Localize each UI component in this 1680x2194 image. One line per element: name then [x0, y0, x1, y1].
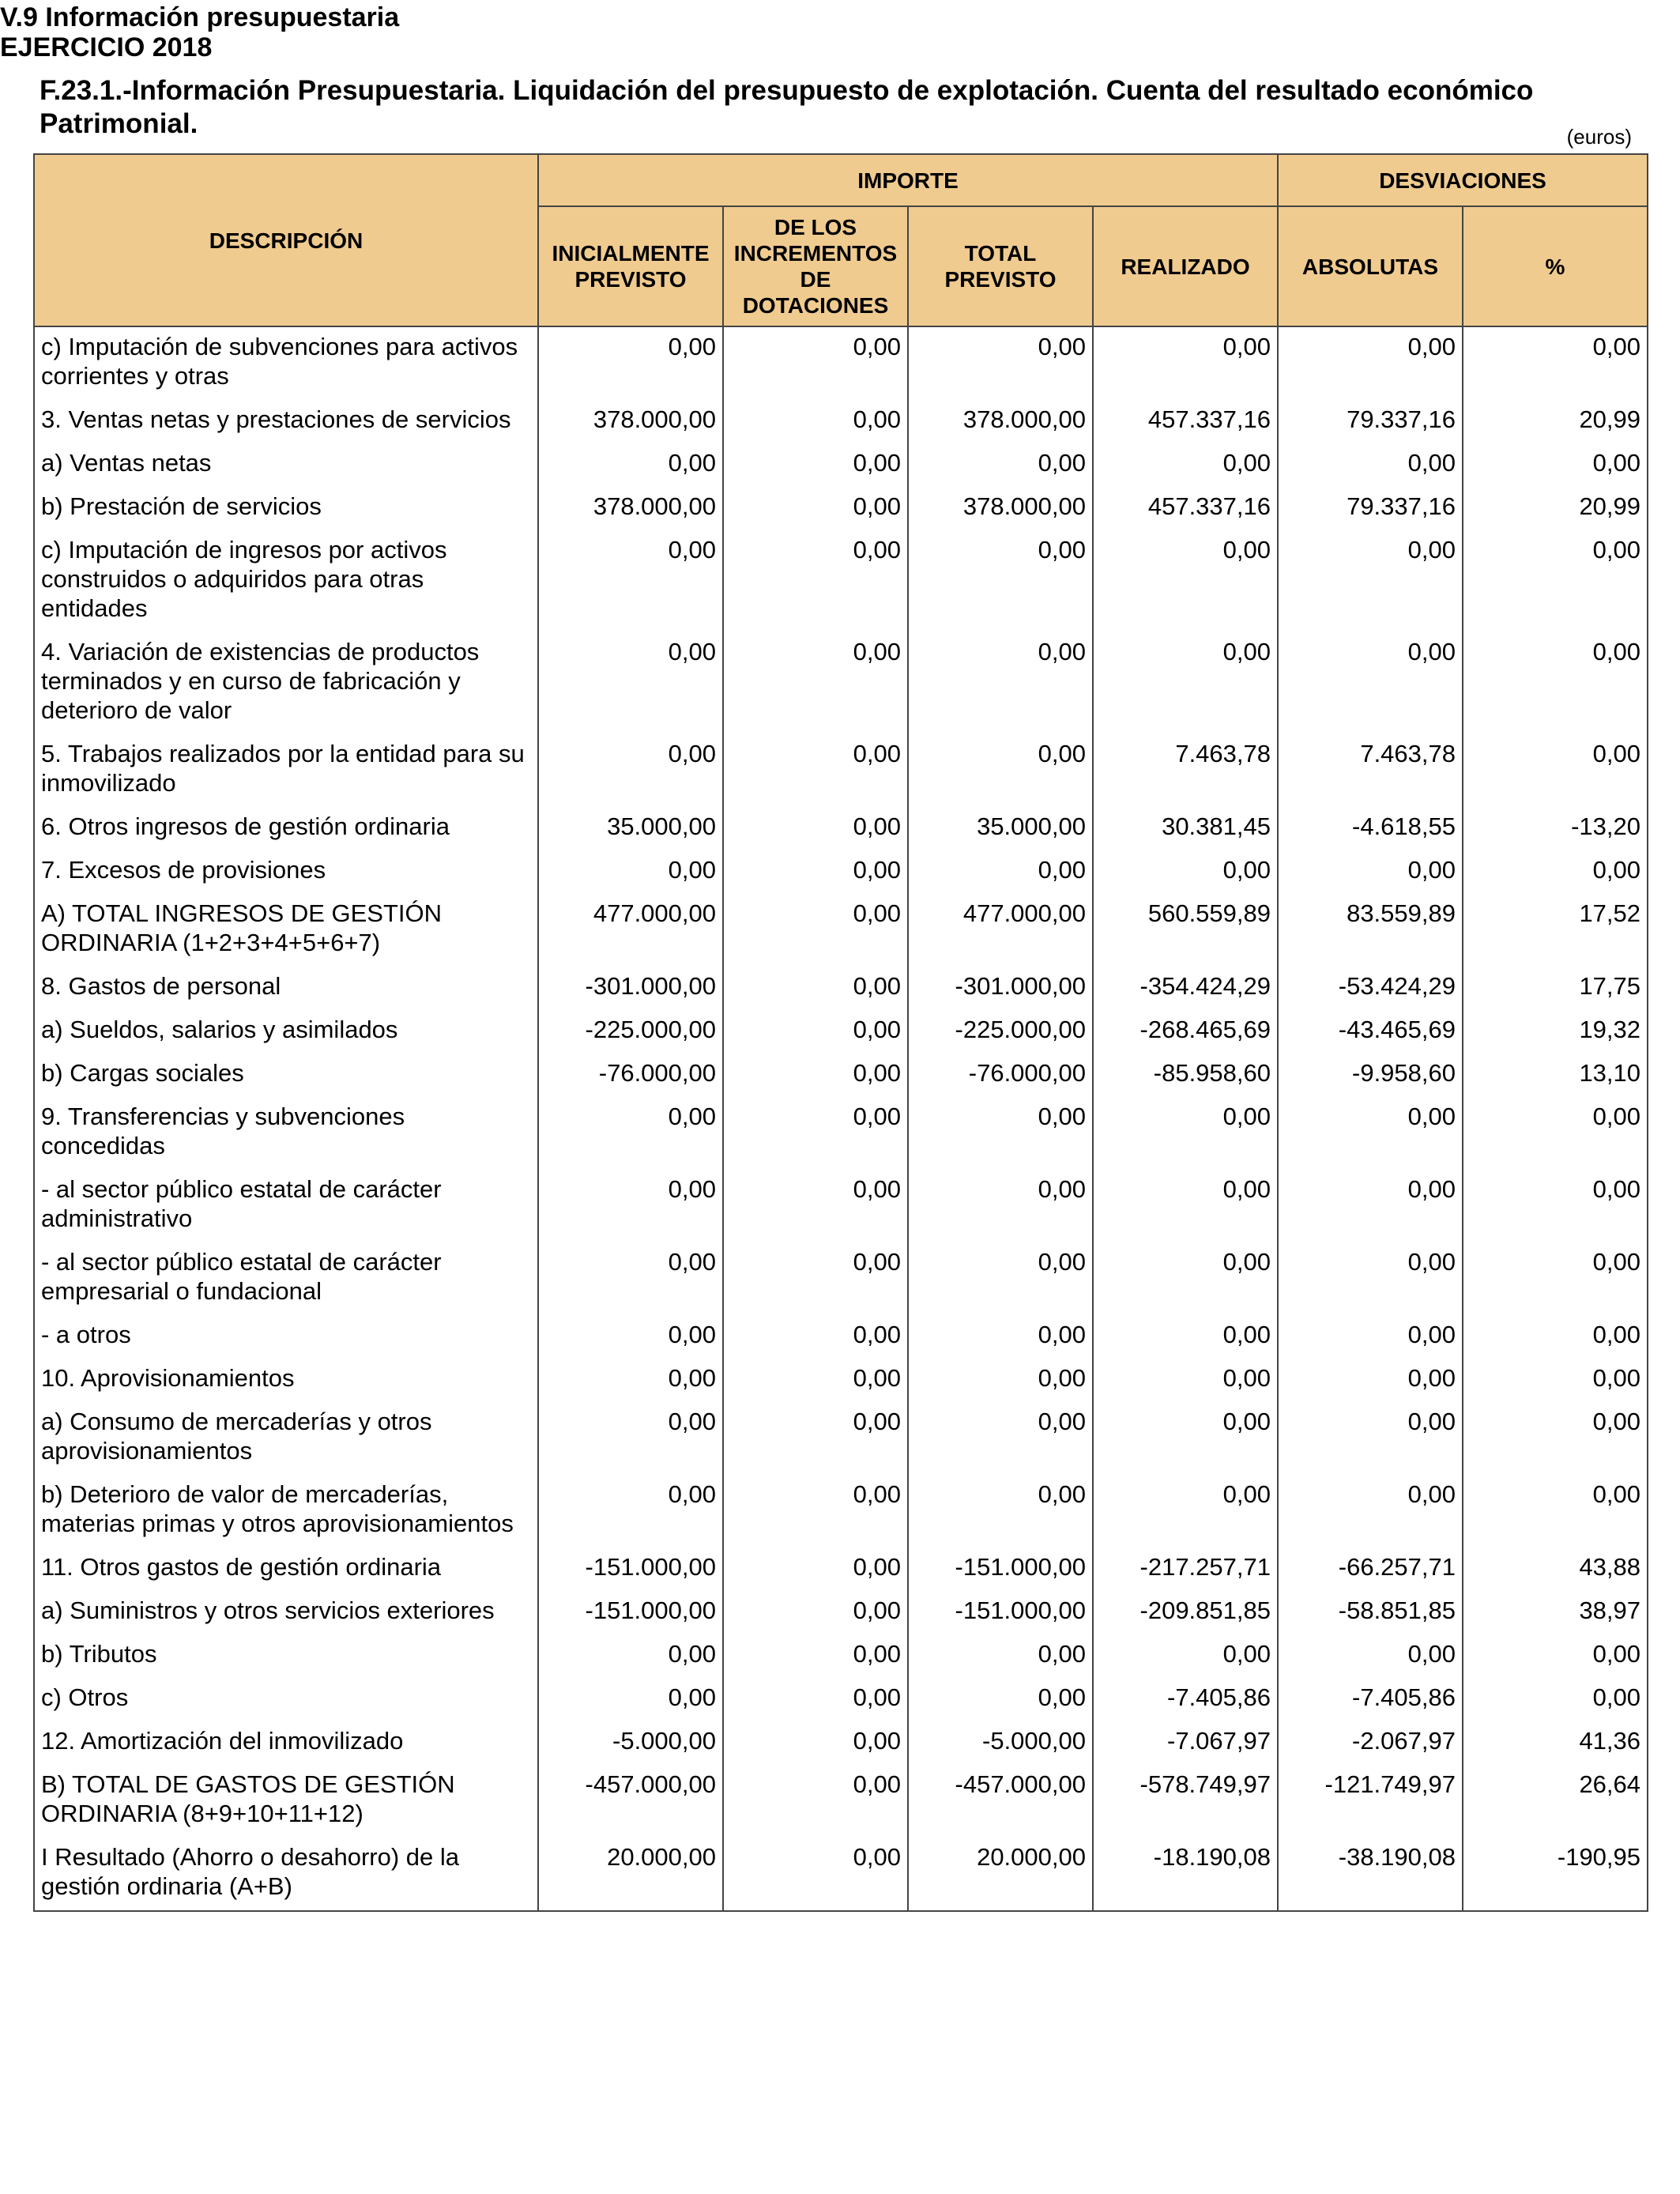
row-inicialmente-previsto: 0,00 [538, 1315, 723, 1359]
row-desviacion-porcentaje: -13,20 [1463, 807, 1648, 850]
row-incrementos: 0,00 [723, 1054, 908, 1097]
row-total-previsto: 0,00 [908, 530, 1093, 632]
row-desviacion-absoluta: -38.190,08 [1278, 1838, 1463, 1911]
table-row [34, 1591, 1648, 1634]
row-incrementos: 0,00 [723, 1402, 908, 1475]
row-realizado: 0,00 [1093, 1242, 1278, 1315]
row-inicialmente-previsto: 0,00 [538, 1678, 723, 1721]
row-incrementos: 0,00 [723, 1315, 908, 1359]
row-inicialmente-previsto: -225.000,00 [538, 1010, 723, 1054]
row-description: a) Suministros y otros servicios exteriores [34, 1591, 538, 1634]
row-desviacion-absoluta: -58.851,85 [1278, 1591, 1463, 1634]
row-inicialmente-previsto: 0,00 [538, 1402, 723, 1475]
table-row [34, 1359, 1648, 1402]
row-description: a) Sueldos, salarios y asimilados [34, 1010, 538, 1054]
row-incrementos: 0,00 [723, 1010, 908, 1054]
row-realizado: 0,00 [1093, 443, 1278, 487]
row-realizado: -209.851,85 [1093, 1591, 1278, 1634]
table-row [34, 807, 1648, 850]
row-desviacion-porcentaje: 0,00 [1463, 632, 1648, 734]
header-realizado: REALIZADO [1093, 206, 1278, 326]
row-incrementos: 0,00 [723, 632, 908, 734]
row-realizado: -354.424,29 [1093, 967, 1278, 1010]
row-desviacion-absoluta: 0,00 [1278, 1634, 1463, 1678]
row-inicialmente-previsto: -151.000,00 [538, 1591, 723, 1634]
table-row [34, 1402, 1648, 1475]
table-row [34, 1097, 1648, 1170]
row-description: - al sector público estatal de carácter administrativo [34, 1170, 538, 1242]
table-row [34, 1838, 1648, 1911]
row-incrementos: 0,00 [723, 1721, 908, 1765]
row-inicialmente-previsto: 0,00 [538, 1359, 723, 1402]
row-incrementos: 0,00 [723, 1634, 908, 1678]
row-desviacion-absoluta: 83.559,89 [1278, 894, 1463, 967]
row-desviacion-absoluta: 0,00 [1278, 1242, 1463, 1315]
row-total-previsto: -457.000,00 [908, 1765, 1093, 1838]
row-desviacion-porcentaje: 20,99 [1463, 400, 1648, 443]
row-desviacion-absoluta: 0,00 [1278, 1097, 1463, 1170]
row-total-previsto: 0,00 [908, 1475, 1093, 1547]
header-total-previsto: TOTAL PREVISTO [908, 206, 1093, 326]
row-realizado: 457.337,16 [1093, 487, 1278, 530]
row-desviacion-porcentaje: 43,88 [1463, 1547, 1648, 1591]
row-incrementos: 0,00 [723, 326, 908, 400]
table-row [34, 1315, 1648, 1359]
row-desviacion-absoluta: 0,00 [1278, 326, 1463, 400]
row-desviacion-absoluta: -121.749,97 [1278, 1765, 1463, 1838]
row-incrementos: 0,00 [723, 1170, 908, 1242]
row-desviacion-porcentaje: 0,00 [1463, 530, 1648, 632]
row-desviacion-porcentaje: 20,99 [1463, 487, 1648, 530]
table-body [34, 326, 1648, 1911]
row-total-previsto: 20.000,00 [908, 1838, 1093, 1911]
row-description: c) Imputación de subvenciones para activos corrientes y otras [34, 326, 538, 400]
row-inicialmente-previsto: -151.000,00 [538, 1547, 723, 1591]
row-description: 7. Excesos de provisiones [34, 850, 538, 894]
row-total-previsto: 378.000,00 [908, 400, 1093, 443]
row-description: 8. Gastos de personal [34, 967, 538, 1010]
row-incrementos: 0,00 [723, 1838, 908, 1911]
row-realizado: -7.067,97 [1093, 1721, 1278, 1765]
row-desviacion-porcentaje: 26,64 [1463, 1765, 1648, 1838]
table-row [34, 967, 1648, 1010]
row-total-previsto: 0,00 [908, 1402, 1093, 1475]
row-desviacion-absoluta: 79.337,16 [1278, 487, 1463, 530]
row-inicialmente-previsto: 378.000,00 [538, 400, 723, 443]
row-description: 11. Otros gastos de gestión ordinaria [34, 1547, 538, 1591]
row-realizado: 0,00 [1093, 1359, 1278, 1402]
row-description: a) Ventas netas [34, 443, 538, 487]
row-inicialmente-previsto: 0,00 [538, 1242, 723, 1315]
row-description: B) TOTAL DE GASTOS DE GESTIÓN ORDINARIA (8+9+10+11+12) [34, 1765, 538, 1838]
row-inicialmente-previsto: 0,00 [538, 326, 723, 400]
row-description: 6. Otros ingresos de gestión ordinaria [34, 807, 538, 850]
row-desviacion-absoluta: -53.424,29 [1278, 967, 1463, 1010]
row-inicialmente-previsto: 0,00 [538, 734, 723, 807]
row-total-previsto: 0,00 [908, 1242, 1093, 1315]
table-row [34, 1547, 1648, 1591]
row-desviacion-porcentaje: 0,00 [1463, 1170, 1648, 1242]
row-realizado: 0,00 [1093, 530, 1278, 632]
table-row [34, 1634, 1648, 1678]
row-inicialmente-previsto: -76.000,00 [538, 1054, 723, 1097]
row-inicialmente-previsto: 0,00 [538, 632, 723, 734]
row-incrementos: 0,00 [723, 1097, 908, 1170]
row-total-previsto: -151.000,00 [908, 1591, 1093, 1634]
header-inicialmente-previsto: INICIALMENTE PREVISTO [538, 206, 723, 326]
budget-table [33, 153, 1648, 1912]
row-total-previsto: -225.000,00 [908, 1010, 1093, 1054]
row-total-previsto: -76.000,00 [908, 1054, 1093, 1097]
header-desviaciones: DESVIACIONES [1278, 154, 1648, 206]
table-row [34, 487, 1648, 530]
table-row [34, 1475, 1648, 1547]
row-total-previsto: 378.000,00 [908, 487, 1093, 530]
row-realizado: 7.463,78 [1093, 734, 1278, 807]
row-desviacion-absoluta: -4.618,55 [1278, 807, 1463, 850]
row-desviacion-porcentaje: 0,00 [1463, 1097, 1648, 1170]
row-inicialmente-previsto: -5.000,00 [538, 1721, 723, 1765]
row-description: a) Consumo de mercaderías y otros aprovisionamientos [34, 1402, 538, 1475]
header-importe: IMPORTE [538, 154, 1278, 206]
row-desviacion-absoluta: 79.337,16 [1278, 400, 1463, 443]
row-desviacion-absoluta: 7.463,78 [1278, 734, 1463, 807]
row-realizado: -18.190,08 [1093, 1838, 1278, 1911]
row-realizado: 0,00 [1093, 632, 1278, 734]
header-incrementos: DE LOS INCREMENTOS DE DOTACIONES [723, 206, 908, 326]
row-inicialmente-previsto: 477.000,00 [538, 894, 723, 967]
table-row [34, 1765, 1648, 1838]
row-total-previsto: 0,00 [908, 734, 1093, 807]
row-description: b) Deterioro de valor de mercaderías, materias primas y otros aprovisionamientos [34, 1475, 538, 1547]
row-total-previsto: -151.000,00 [908, 1547, 1093, 1591]
row-incrementos: 0,00 [723, 443, 908, 487]
table-row [34, 850, 1648, 894]
row-description: 3. Ventas netas y prestaciones de servicios [34, 400, 538, 443]
row-desviacion-porcentaje: 0,00 [1463, 1315, 1648, 1359]
row-desviacion-absoluta: 0,00 [1278, 530, 1463, 632]
row-realizado: 0,00 [1093, 1402, 1278, 1475]
row-desviacion-absoluta: -7.405,86 [1278, 1678, 1463, 1721]
row-total-previsto: 0,00 [908, 1315, 1093, 1359]
row-realizado: 0,00 [1093, 850, 1278, 894]
row-description: 9. Transferencias y subvenciones concedidas [34, 1097, 538, 1170]
row-desviacion-porcentaje: 13,10 [1463, 1054, 1648, 1097]
row-realizado: 30.381,45 [1093, 807, 1278, 850]
row-desviacion-porcentaje: 0,00 [1463, 1242, 1648, 1315]
row-total-previsto: 35.000,00 [908, 807, 1093, 850]
row-desviacion-absoluta: 0,00 [1278, 632, 1463, 734]
header-porcentaje: % [1463, 206, 1648, 326]
row-desviacion-absoluta: 0,00 [1278, 1475, 1463, 1547]
row-desviacion-absoluta: -66.257,71 [1278, 1547, 1463, 1591]
row-inicialmente-previsto: 0,00 [538, 1475, 723, 1547]
row-desviacion-porcentaje: -190,95 [1463, 1838, 1648, 1911]
row-inicialmente-previsto: 20.000,00 [538, 1838, 723, 1911]
row-description: 5. Trabajos realizados por la entidad para su inmovilizado [34, 734, 538, 807]
row-incrementos: 0,00 [723, 1591, 908, 1634]
row-realizado: -217.257,71 [1093, 1547, 1278, 1591]
row-total-previsto: 0,00 [908, 1097, 1093, 1170]
row-desviacion-porcentaje: 0,00 [1463, 1359, 1648, 1402]
fiscal-year-title: EJERCICIO 2018 [0, 32, 213, 62]
row-desviacion-porcentaje: 0,00 [1463, 1678, 1648, 1721]
table-row [34, 443, 1648, 487]
row-desviacion-absoluta: -2.067,97 [1278, 1721, 1463, 1765]
row-incrementos: 0,00 [723, 487, 908, 530]
row-realizado: -7.405,86 [1093, 1678, 1278, 1721]
row-inicialmente-previsto: 378.000,00 [538, 487, 723, 530]
row-description: 12. Amortización del inmovilizado [34, 1721, 538, 1765]
row-description: b) Tributos [34, 1634, 538, 1678]
row-incrementos: 0,00 [723, 1242, 908, 1315]
row-incrementos: 0,00 [723, 1765, 908, 1838]
row-realizado: 0,00 [1093, 1315, 1278, 1359]
row-total-previsto: -301.000,00 [908, 967, 1093, 1010]
row-description: 4. Variación de existencias de productos terminados y en curso de fabricación y deterioro de valor [34, 632, 538, 734]
section-title: V.9 Información presupuestaria [0, 2, 400, 32]
table-row [34, 1242, 1648, 1315]
row-incrementos: 0,00 [723, 1359, 908, 1402]
row-desviacion-porcentaje: 0,00 [1463, 734, 1648, 807]
row-description: c) Imputación de ingresos por activos construidos o adquiridos para otras entidades [34, 530, 538, 632]
row-desviacion-absoluta: 0,00 [1278, 1315, 1463, 1359]
table-row [34, 894, 1648, 967]
row-description: b) Cargas sociales [34, 1054, 538, 1097]
table-row [34, 632, 1648, 734]
row-desviacion-absoluta: 0,00 [1278, 443, 1463, 487]
table-row [34, 400, 1648, 443]
row-incrementos: 0,00 [723, 530, 908, 632]
row-desviacion-porcentaje: 0,00 [1463, 443, 1648, 487]
row-realizado: -268.465,69 [1093, 1010, 1278, 1054]
row-description: - a otros [34, 1315, 538, 1359]
header-descripcion: DESCRIPCIÓN [34, 154, 538, 326]
row-description: b) Prestación de servicios [34, 487, 538, 530]
row-inicialmente-previsto: 0,00 [538, 1097, 723, 1170]
row-realizado: 0,00 [1093, 1170, 1278, 1242]
row-total-previsto: 0,00 [908, 1170, 1093, 1242]
row-total-previsto: 0,00 [908, 1359, 1093, 1402]
row-desviacion-absoluta: -9.958,60 [1278, 1054, 1463, 1097]
row-realizado: 0,00 [1093, 326, 1278, 400]
row-inicialmente-previsto: -301.000,00 [538, 967, 723, 1010]
row-desviacion-porcentaje: 17,52 [1463, 894, 1648, 967]
row-desviacion-absoluta: -43.465,69 [1278, 1010, 1463, 1054]
table-row [34, 1170, 1648, 1242]
row-incrementos: 0,00 [723, 1475, 908, 1547]
row-desviacion-porcentaje: 38,97 [1463, 1591, 1648, 1634]
report-subtitle: F.23.1.-Información Presupuestaria. Liquidación del presupuesto de explotación. Cuenta del resultado económico Patrimonial. [40, 75, 1534, 139]
row-inicialmente-previsto: 35.000,00 [538, 807, 723, 850]
row-realizado: 0,00 [1093, 1634, 1278, 1678]
row-desviacion-absoluta: 0,00 [1278, 850, 1463, 894]
header-absolutas: ABSOLUTAS [1278, 206, 1463, 326]
row-total-previsto: 0,00 [908, 850, 1093, 894]
row-realizado: -578.749,97 [1093, 1765, 1278, 1838]
row-desviacion-porcentaje: 17,75 [1463, 967, 1648, 1010]
row-desviacion-porcentaje: 0,00 [1463, 1475, 1648, 1547]
row-realizado: -85.958,60 [1093, 1054, 1278, 1097]
row-realizado: 457.337,16 [1093, 400, 1278, 443]
row-inicialmente-previsto: 0,00 [538, 850, 723, 894]
row-inicialmente-previsto: -457.000,00 [538, 1765, 723, 1838]
row-realizado: 560.559,89 [1093, 894, 1278, 967]
row-desviacion-absoluta: 0,00 [1278, 1402, 1463, 1475]
table-row [34, 1054, 1648, 1097]
row-incrementos: 0,00 [723, 807, 908, 850]
row-desviacion-absoluta: 0,00 [1278, 1170, 1463, 1242]
row-desviacion-absoluta: 0,00 [1278, 1359, 1463, 1402]
row-description: I Resultado (Ahorro o desahorro) de la gestión ordinaria (A+B) [34, 1838, 538, 1911]
row-total-previsto: 0,00 [908, 632, 1093, 734]
row-incrementos: 0,00 [723, 1678, 908, 1721]
row-incrementos: 0,00 [723, 734, 908, 807]
row-incrementos: 0,00 [723, 850, 908, 894]
table-row [34, 326, 1648, 400]
table-row [34, 1010, 1648, 1054]
row-desviacion-porcentaje: 0,00 [1463, 326, 1648, 400]
row-total-previsto: 0,00 [908, 326, 1093, 400]
row-desviacion-porcentaje: 41,36 [1463, 1721, 1648, 1765]
row-incrementos: 0,00 [723, 894, 908, 967]
row-inicialmente-previsto: 0,00 [538, 530, 723, 632]
row-incrementos: 0,00 [723, 1547, 908, 1591]
row-incrementos: 0,00 [723, 967, 908, 1010]
row-inicialmente-previsto: 0,00 [538, 1634, 723, 1678]
row-total-previsto: 0,00 [908, 1634, 1093, 1678]
row-description: - al sector público estatal de carácter empresarial o fundacional [34, 1242, 538, 1315]
row-total-previsto: 0,00 [908, 443, 1093, 487]
row-description: A) TOTAL INGRESOS DE GESTIÓN ORDINARIA (1+2+3+4+5+6+7) [34, 894, 538, 967]
row-realizado: 0,00 [1093, 1475, 1278, 1547]
row-desviacion-porcentaje: 0,00 [1463, 1634, 1648, 1678]
row-desviacion-porcentaje: 0,00 [1463, 1402, 1648, 1475]
row-realizado: 0,00 [1093, 1097, 1278, 1170]
row-total-previsto: 477.000,00 [908, 894, 1093, 967]
table-row [34, 530, 1648, 632]
row-incrementos: 0,00 [723, 400, 908, 443]
row-desviacion-porcentaje: 0,00 [1463, 850, 1648, 894]
row-description: 10. Aprovisionamientos [34, 1359, 538, 1402]
row-inicialmente-previsto: 0,00 [538, 443, 723, 487]
row-inicialmente-previsto: 0,00 [538, 1170, 723, 1242]
row-description: c) Otros [34, 1678, 538, 1721]
table-row [34, 734, 1648, 807]
row-total-previsto: -5.000,00 [908, 1721, 1093, 1765]
table-row [34, 1721, 1648, 1765]
table-row [34, 1678, 1648, 1721]
units-label: (euros) [1566, 125, 1632, 149]
row-desviacion-porcentaje: 19,32 [1463, 1010, 1648, 1054]
row-total-previsto: 0,00 [908, 1678, 1093, 1721]
